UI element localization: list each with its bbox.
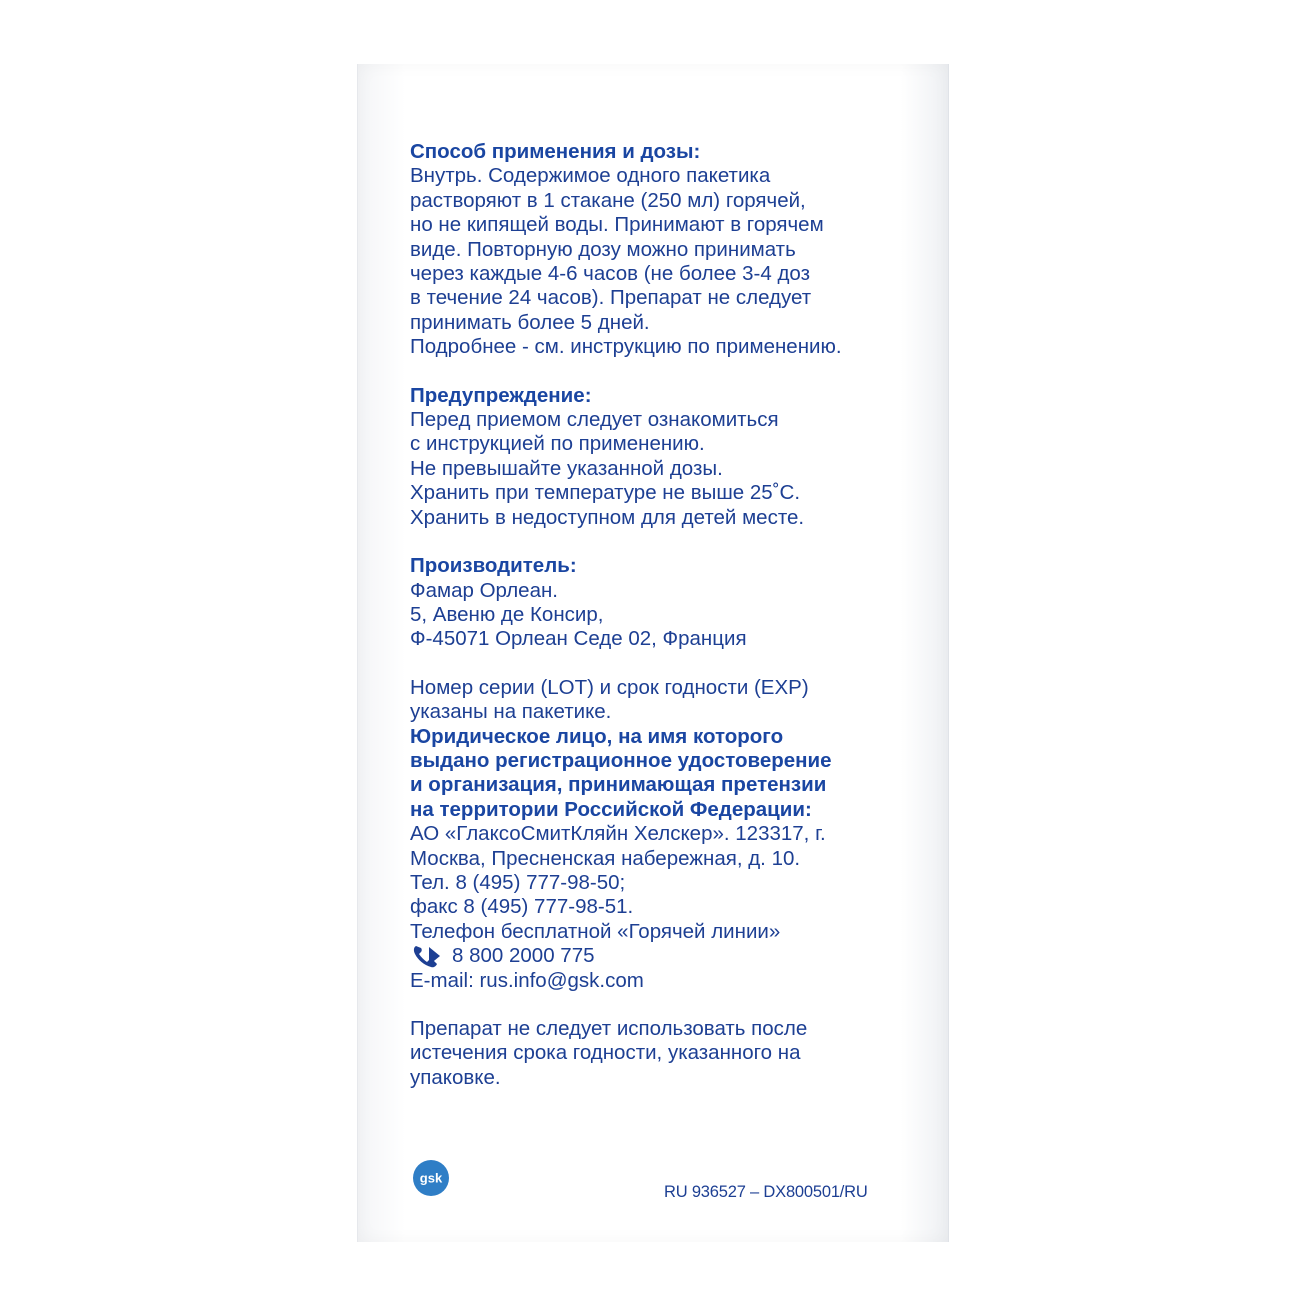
hotline-row bbox=[410, 944, 930, 968]
dosage-line: растворяют в 1 стакане (250 мл) горячей, bbox=[410, 188, 806, 212]
batch-line: Номер серии (LOT) и срок годности (EXP) bbox=[410, 675, 809, 699]
legal-line: Москва, Пресненская набережная, д. 10. bbox=[410, 846, 801, 870]
legal-heading-line: выдано регистрационное удостоверение bbox=[410, 748, 832, 772]
dosage-line: виде. Повторную дозу можно принимать bbox=[410, 237, 796, 261]
gsk-logo bbox=[412, 1159, 450, 1197]
hotline-number: 8 800 2000 775 bbox=[452, 944, 595, 968]
gsk-logo-text: gsk bbox=[419, 1170, 443, 1186]
manufacturer-line: 5, Авеню де Консир, bbox=[410, 602, 604, 626]
phone-icon-svg bbox=[412, 944, 442, 968]
expiry-line: истечения срока годности, указанного на bbox=[410, 1041, 801, 1065]
legal-line: факс 8 (495) 777-98-51. bbox=[410, 895, 634, 919]
dosage-heading: Способ применения и дозы: bbox=[410, 140, 701, 163]
product-code: RU 936527 – DX800501/RU bbox=[664, 1183, 868, 1201]
phone-icon bbox=[412, 944, 442, 968]
section-gap bbox=[410, 652, 930, 676]
section-gap bbox=[410, 360, 930, 384]
warning-line: Хранить в недоступном для детей месте. bbox=[410, 505, 805, 529]
leaflet-text bbox=[410, 140, 930, 1090]
dosage-line: Подробнее - см. инструкцию по применению. bbox=[410, 335, 842, 359]
dosage-line: принимать более 5 дней. bbox=[410, 310, 650, 334]
section-gap bbox=[410, 530, 930, 554]
warning-line: Хранить при температуре не выше 25˚С. bbox=[410, 481, 801, 505]
manufacturer-line: Фамар Орлеан. bbox=[410, 578, 559, 602]
expiry-line: упаковке. bbox=[410, 1065, 501, 1089]
email-line: E-mail: rus.info@gsk.com bbox=[410, 968, 644, 992]
manufacturer-heading: Производитель: bbox=[410, 554, 577, 578]
legal-heading-line: и организация, принимающая претензии bbox=[410, 773, 827, 797]
expiry-line: Препарат не следует использовать после bbox=[410, 1017, 808, 1040]
leaflet-panel bbox=[357, 64, 949, 1242]
legal-line: Телефон бесплатной «Горячей линии» bbox=[410, 919, 781, 943]
dosage-line: но не кипящей воды. Принимают в горячем bbox=[410, 213, 824, 237]
section-gap bbox=[410, 993, 930, 1017]
legal-line: АО «ГлаксоСмитКляйн Хелскер». 123317, г. bbox=[410, 822, 826, 846]
dosage-line: Внутрь. Содержимое одного пакетика bbox=[410, 164, 771, 188]
batch-line: указаны на пакетике. bbox=[410, 700, 612, 724]
dosage-line: через каждые 4-6 часов (не более 3-4 доз bbox=[410, 262, 810, 286]
manufacturer-line: Ф-45071 Орлеан Седе 02, Франция bbox=[410, 627, 747, 651]
legal-heading-line: на территории Российской Федерации: bbox=[410, 797, 812, 821]
gsk-logo-icon bbox=[412, 1159, 450, 1197]
warning-heading: Предупреждение: bbox=[410, 383, 592, 407]
warning-line: с инструкцией по применению. bbox=[410, 432, 705, 456]
dosage-line: в течение 24 часов). Препарат не следует bbox=[410, 286, 812, 310]
warning-line: Не превышайте указанной дозы. bbox=[410, 456, 723, 480]
legal-heading-line: Юридическое лицо, на имя которого bbox=[410, 724, 784, 748]
legal-line: Тел. 8 (495) 777-98-50; bbox=[410, 870, 626, 894]
warning-line: Перед приемом следует ознакомиться bbox=[410, 408, 779, 432]
